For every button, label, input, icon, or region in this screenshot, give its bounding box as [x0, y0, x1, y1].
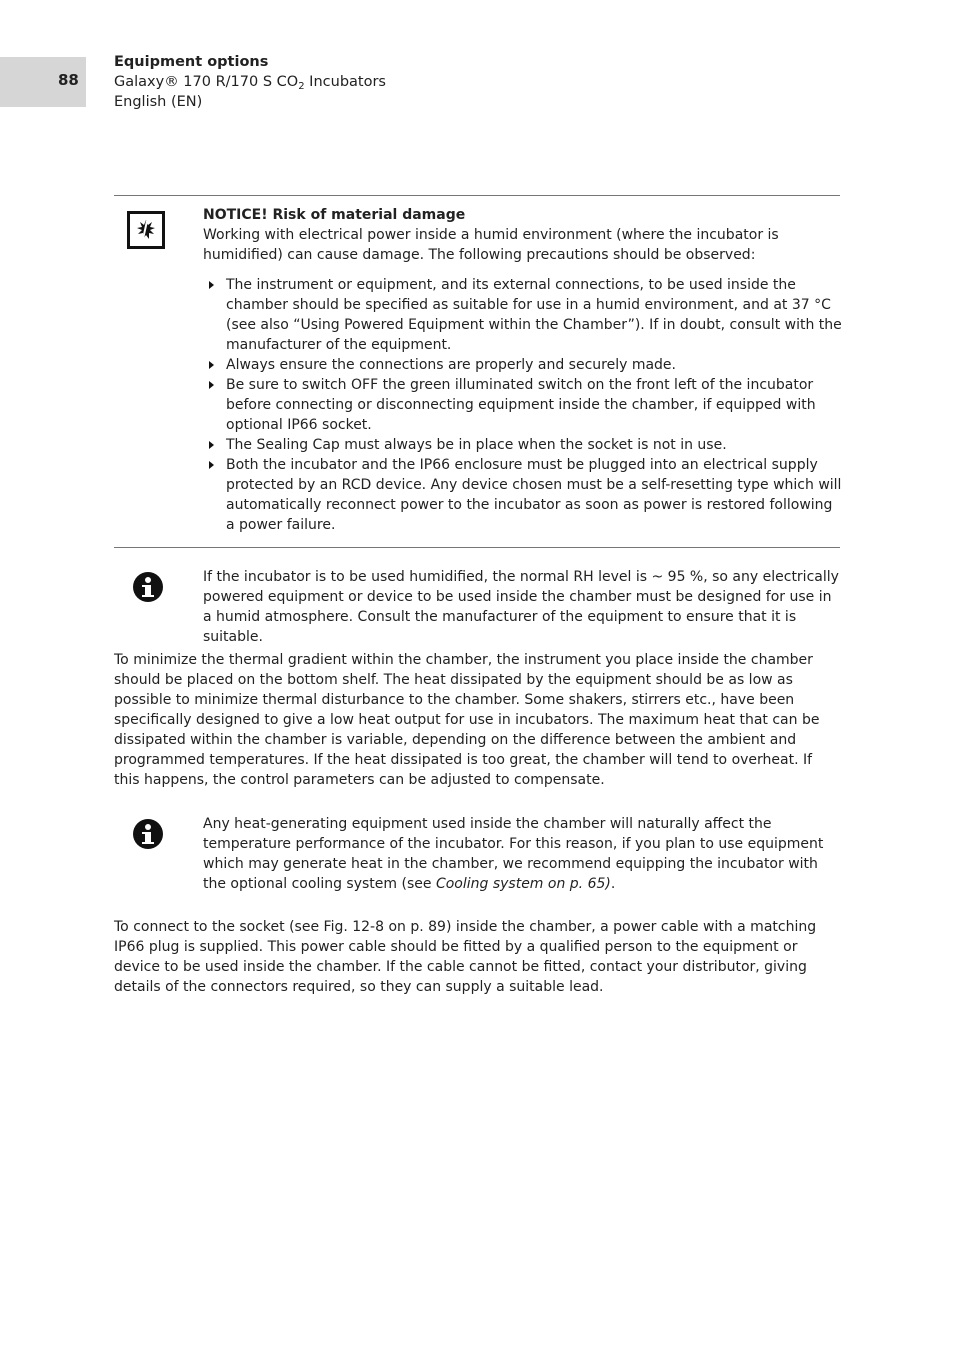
notice-title: NOTICE! Risk of material damage	[203, 207, 466, 223]
notice-box	[203, 205, 843, 535]
page-number: 88	[58, 71, 79, 89]
info-note-humidity: If the incubator is to be used humidified, the normal RH level is ~ 95 %, so any electrically powered equipment or device to be used inside the chamber must be designed for use in a humid atmosphere. Consult the manufacturer of the equipment to ensure that it is suitable.	[203, 569, 839, 645]
info-icon	[133, 572, 163, 602]
list-item: The Sealing Cap must always be in place when the socket is not in use.	[203, 435, 843, 455]
info-note-heat: Any heat-generating equipment used inside the chamber will naturally affect the temperature performance of the incubator. For this reason, if you plan to use equipment which may generate heat in the chamber, we recommend equipping the incubator with the optional cooling system (see Cooling system on p. 65).	[203, 816, 824, 892]
bullet-triangle-icon	[209, 361, 214, 369]
bullet-triangle-icon	[209, 381, 214, 389]
paragraph-socket-connection: To connect to the socket (see Fig. 12-8 on p. 89) inside the chamber, a power cable with a matching IP66 plug is supplied. This power cable should be fitted by a qualified person to the equipment or device to be used inside the chamber. If the cable cannot be fitted, contact your distributor, giving details of the connectors required, so they can supply a suitable lead.	[114, 919, 817, 995]
running-header	[114, 52, 386, 112]
notice-bullet-list	[203, 275, 843, 535]
product-suffix: Incubators	[304, 74, 386, 90]
material-damage-icon	[127, 211, 165, 249]
bullet-triangle-icon	[209, 461, 214, 469]
language-label: English (EN)	[114, 94, 203, 110]
product-subscript: 2	[298, 81, 305, 92]
list-item: The instrument or equipment, and its external connections, to be used inside the chamber should be specified as suitable for use in a humid environment, and at 37 °C (see also “Using Powered Equipment within the Chamber”). If in doubt, consult with the manufacturer of the equipment.	[203, 275, 843, 355]
paragraph-thermal-gradient: To minimize the thermal gradient within the chamber, the instrument you place inside the chamber should be placed on the bottom shelf. The heat dissipated by the equipment should be as low as possible to minimize thermal disturbance to the chamber. Some shakers, stirrers etc., have been specifically designed to give a low heat output for use in incubators. The maximum heat that can be dissipated within the chamber is variable, depending on the difference between the ambient and programmed temperatures. If the heat dissipated is too great, the chamber will tend to overheat. If this happens, the control parameters can be adjusted to compensate.	[114, 652, 820, 788]
notice-intro: Working with electrical power inside a humid environment (where the incubator is humidified) can cause damage. The following precautions should be observed:	[203, 227, 779, 263]
notice-top-rule	[114, 195, 840, 196]
product-title	[114, 72, 386, 92]
cross-reference-link[interactable]: Cooling system on p. 65)	[435, 876, 611, 892]
notice-bottom-rule	[114, 547, 840, 548]
list-item: Both the incubator and the IP66 enclosure must be plugged into an electrical supply protected by an RCD device. Any device chosen must be a self-resetting type which will automatically reconnect power to the incubator as soon as power is restored following a power failure.	[203, 455, 843, 535]
section-title: Equipment options	[114, 54, 269, 70]
bullet-triangle-icon	[209, 441, 214, 449]
list-item: Be sure to switch OFF the green illuminated switch on the front left of the incubator before connecting or disconnecting equipment inside the chamber, if equipped with optional IP66 socket.	[203, 375, 843, 435]
info-icon	[133, 819, 163, 849]
list-item: Always ensure the connections are properly and securely made.	[203, 355, 843, 375]
product-name: Galaxy® 170 R/170 S CO	[114, 74, 299, 90]
bullet-triangle-icon	[209, 281, 214, 289]
